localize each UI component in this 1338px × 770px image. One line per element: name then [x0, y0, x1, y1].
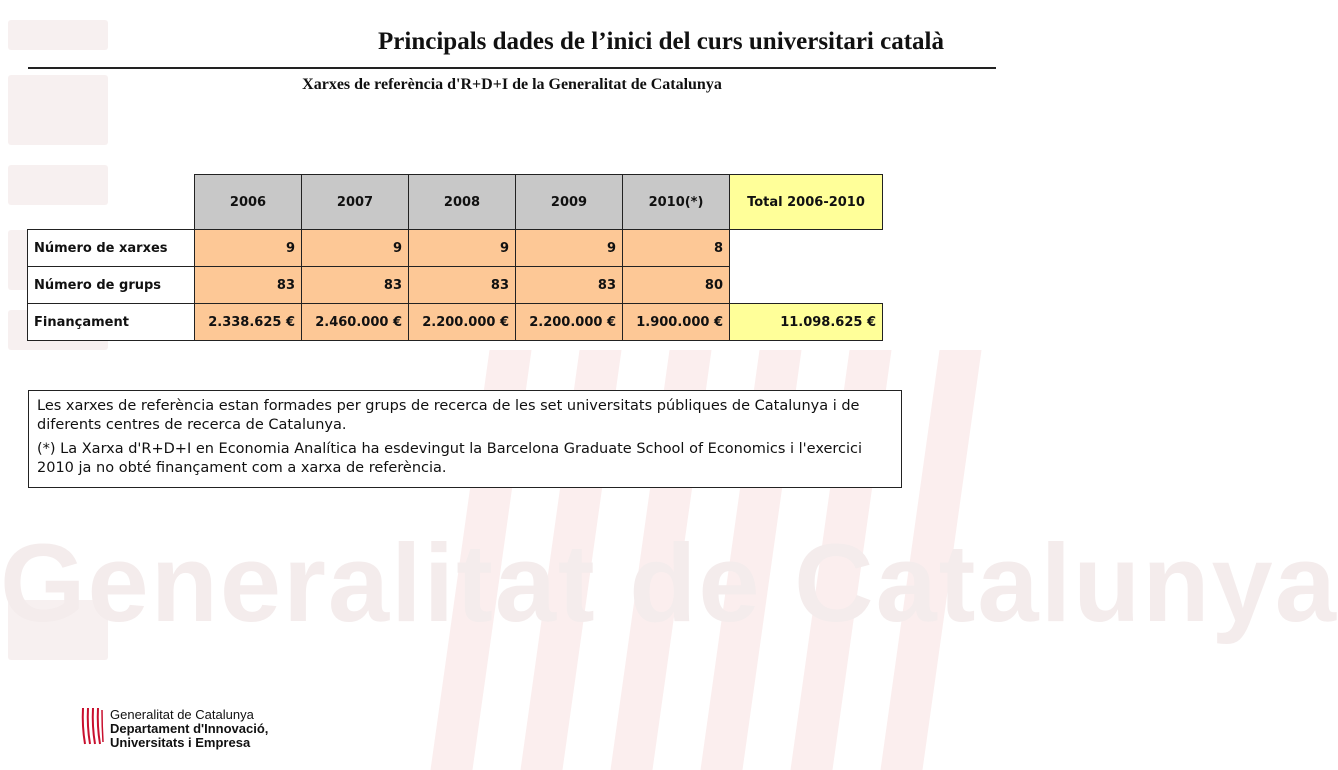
- table-cell: 2.460.000 €: [302, 304, 409, 341]
- note-paragraph: Les xarxes de referència estan formades per grups de recerca de les set universitats públiques de Catalunya i de diferents centres de recerca de Catalunya.: [37, 398, 860, 433]
- row-label: Número de xarxes: [28, 230, 195, 267]
- footer-line-3: Universitats i Empresa: [110, 735, 251, 750]
- table-cell: 2.200.000 €: [409, 304, 516, 341]
- total-cell: 11.098.625 €: [730, 304, 883, 341]
- title-divider: [28, 67, 996, 69]
- row-label: Finançament: [28, 304, 195, 341]
- table-row: [28, 304, 883, 341]
- table-cell: 9: [516, 230, 623, 267]
- page-subtitle: Xarxes de referència d'R+D+I de la Generalitat de Catalunya: [302, 76, 722, 93]
- page-title: Principals dades de l’inici del curs universitari català: [378, 28, 944, 55]
- column-header: 2006: [195, 175, 302, 230]
- senyera-logo-icon: [82, 706, 104, 750]
- empty-total-cell: [730, 267, 883, 304]
- table-cell: 9: [302, 230, 409, 267]
- table-cell: 83: [516, 267, 623, 304]
- total-column-header: Total 2006-2010: [730, 175, 883, 230]
- table-header-row: [28, 175, 883, 230]
- table-cell: 83: [302, 267, 409, 304]
- note-box: [28, 390, 902, 488]
- data-table: [27, 174, 883, 341]
- column-header: 2007: [302, 175, 409, 230]
- footer-line-1: Generalitat de Catalunya: [110, 707, 254, 722]
- watermark-text: Generalitat de Catalunya: [0, 522, 1338, 645]
- table-corner: [28, 175, 195, 230]
- table-cell: 83: [409, 267, 516, 304]
- table-cell: 83: [195, 267, 302, 304]
- note-footnote: (*) La Xarxa d'R+D+I en Economia Analítica ha esdevingut la Barcelona Graduate School of Economics i l'exercici 2010 ja no obté finançament com a xarxa de referència.: [37, 441, 863, 476]
- column-header: 2008: [409, 175, 516, 230]
- table-cell: 2.338.625 €: [195, 304, 302, 341]
- watermark-sidebar: [0, 0, 120, 768]
- table-cell: 1.900.000 €: [623, 304, 730, 341]
- table-cell: 9: [409, 230, 516, 267]
- footer-line-2: Departament d'Innovació,: [110, 721, 269, 736]
- table-cell: 2.200.000 €: [516, 304, 623, 341]
- table-cell: 8: [623, 230, 730, 267]
- table-row: [28, 230, 883, 267]
- empty-total-cell: [730, 230, 883, 267]
- column-header: 2010(*): [623, 175, 730, 230]
- row-label: Número de grups: [28, 267, 195, 304]
- column-header: 2009: [516, 175, 623, 230]
- table-row: [28, 267, 883, 304]
- footer-institution: [110, 708, 268, 750]
- table-cell: 80: [623, 267, 730, 304]
- table-cell: 9: [195, 230, 302, 267]
